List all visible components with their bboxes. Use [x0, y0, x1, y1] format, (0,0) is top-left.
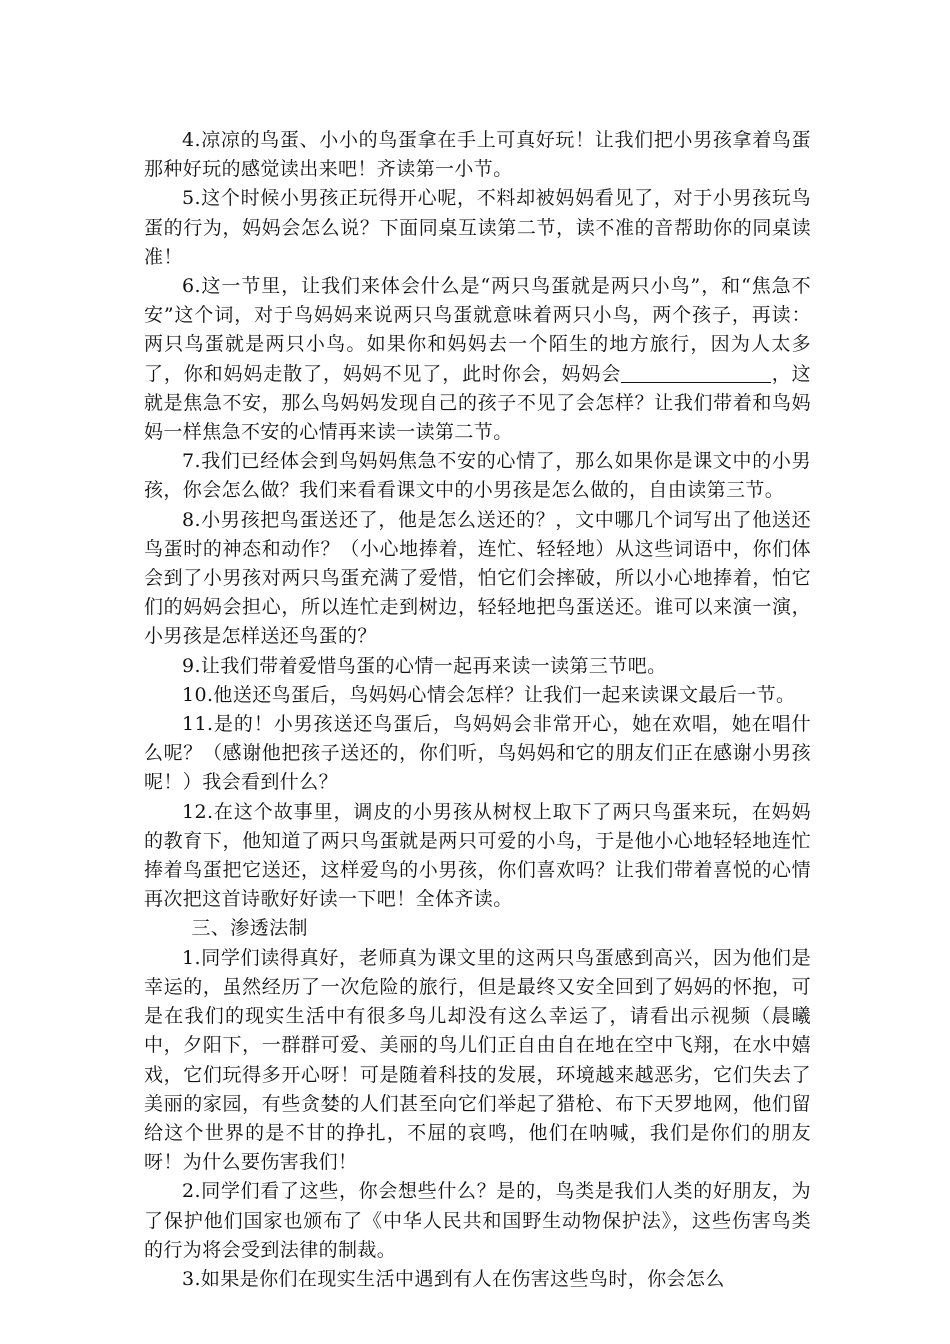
- paragraph-5: 5.这个时候小男孩正玩得开心呢，不料却被妈妈看见了，对于小男孩玩鸟蛋的行为，妈妈会怎么说？下面同桌互读第二节，读不准的音帮助你的同桌读准！: [144, 187, 811, 268]
- paragraph-4: 4.凉凉的鸟蛋、小小的鸟蛋拿在手上可真好玩！让我们把小男孩拿着鸟蛋那种好玩的感觉读出来吧！齐读第一小节。: [144, 129, 811, 181]
- section3-paragraph-3: 3.如果是你们在现实生活中遇到有人在伤害这些鸟时，你会怎么: [182, 1267, 725, 1290]
- paragraph-7: 7.我们已经体会到鸟妈妈焦急不安的心情了，那么如果你是课文中的小男孩，你会怎么做？我们来看看课文中的小男孩是怎么做的，自由读第三节。: [144, 450, 811, 502]
- section3-paragraph-1: 1.同学们读得真好，老师真为课文里的这两只鸟蛋感到高兴，因为他们是幸运的，虽然经历了一次危险的旅行，但是最终又安全回到了妈妈的怀抱，可是在我们的现实生活中有很多鸟儿却没有这么幸运了，请看出示视频（晨曦中，夕阳下，一群群可爱、美丽的鸟儿们正自由自在地在空中飞翔，在水中嬉戏，它们玩得多开心呀！可是随着科技的发展，环境越来越恶劣，它们失去了美丽的家园，有些贪婪的人们甚至向它们举起了猎枪、布下天罗地网，他们留给这个世界的是不甘的挣扎，不屈的哀鸣，他们在呐喊，我们是你们的朋友呀！为什么要伤害我们！: [144, 946, 811, 1174]
- paragraph-8: 8.小男孩把鸟蛋送还了，他是怎么送还的？，文中哪几个词写出了他送还鸟蛋时的神态和动作？（小心地捧着，连忙、轻轻地）从这些词语中，你们体会到了小男孩对两只鸟蛋充满了爱惜，怕它们会摔破，所以小心地捧着，怕它们的妈妈会担心，所以连忙走到树边，轻轻地把鸟蛋送还。谁可以来演一演，小男孩是怎样送还鸟蛋的？: [144, 508, 811, 648]
- document-page: [144, 126, 811, 1294]
- fill-in-blank: [621, 360, 771, 383]
- paragraph-11: 11.是的！小男孩送还鸟蛋后，鸟妈妈会非常开心，她在欢唱，她在唱什么呢？（感谢他把孩子送还的，你们听，鸟妈妈和它的朋友们正在感谢小男孩呢！）我会看到什么？: [144, 713, 811, 794]
- paragraph-10: 10.他送还鸟蛋后，鸟妈妈心情会怎样？让我们一起来读课文最后一节。: [182, 683, 796, 706]
- section-heading: 三、渗透法制: [191, 917, 308, 940]
- paragraph-6-part-2: ，这就是焦急不安，那么鸟妈妈发现自己的孩子不见了会怎样？让我们带着和鸟妈妈一样焦急不安的心情再来读一读第二节。: [144, 362, 811, 444]
- paragraph-9: 9.让我们带着爱惜鸟蛋的心情一起再来读一读第三节吧。: [182, 654, 667, 677]
- section3-paragraph-2: 2.同学们看了这些，你会想些什么？是的，鸟类是我们人类的好朋友，为了保护他们国家也颁布了《中华人民共和国野生动物保护法》，这些伤害鸟类的行为将会受到法律的制裁。: [144, 1180, 811, 1261]
- paragraph-12: 12.在这个故事里，调皮的小男孩从树杈上取下了两只鸟蛋来玩，在妈妈的教育下，他知道了两只鸟蛋就是两只可爱的小鸟，于是他小心地轻轻地连忙捧着鸟蛋把它送还，这样爱鸟的小男孩，你们喜欢吗？让我们带着喜悦的心情再次把这首诗歌好好读一下吧！全体齐读。: [144, 800, 811, 911]
- paragraph-6-part-1: 6.这一节里，让我们来体会什么是“两只鸟蛋就是两只小鸟”，和“焦急不安”这个词，对于鸟妈妈来说两只鸟蛋就意味着两只小鸟，两个孩子，再读：两只鸟蛋就是两只小鸟。如果你和妈妈去一个陌生的地方旅行，因为人太多了，你和妈妈走散了，妈妈不见了，此时你会，妈妈会: [144, 275, 811, 385]
- paragraph-6: [144, 272, 811, 447]
